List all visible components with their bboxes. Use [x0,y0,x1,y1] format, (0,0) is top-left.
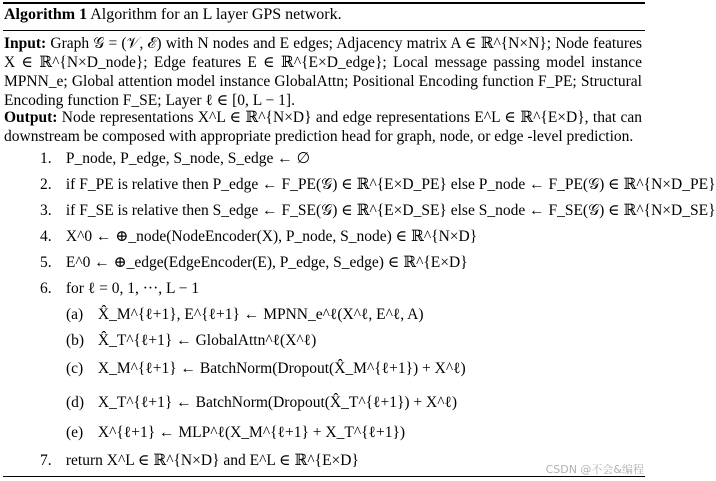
step-number: (c) [66,360,84,377]
step-text: return X^L ∈ ℝ^{N×D} and E^L ∈ ℝ^{E×D} [65,452,359,469]
step-text: if F_PE is relative then P_edge ← F_PE(𝒢) ∈ ℝ^{E×D_PE} else P_node ← F_PE(𝒢) ∈ ℝ^{N×D_PE} [65,176,716,193]
step-number: (d) [66,394,85,411]
step-number: 4. [40,228,52,245]
step-7 [40,450,359,472]
step-3 [40,200,716,222]
step-number: 6. [40,280,52,297]
algorithm-caption: Algorithm for an L layer GPS network. [90,6,342,23]
step-6c [66,358,466,380]
step-text: X_T^{ℓ+1} ← BatchNorm(Dropout(X̂_T^{ℓ+1}) + X^ℓ) [97,394,458,411]
output-label: Output: [4,109,58,126]
input-label: Input: [4,35,47,52]
input-text: Graph 𝒢 = (𝒱, ℰ) with N nodes and E edges; Adjacency matrix A ∈ ℝ^{N×N}; Node features X ∈ ℝ^{N×D_node}; Edge features E ∈ ℝ^{E×D_edge}; Local message passing model instance MPNN_e; Global attention model instance GlobalAttn; Positional Encoding function F_PE; Structural Encoding function F_SE; Layer ℓ ∈ [0, L − 1]. [4,35,642,109]
step-text: X_M^{ℓ+1} ← BatchNorm(Dropout(X̂_M^{ℓ+1}) + X^ℓ) [97,360,466,377]
step-6a [66,304,424,326]
step-2 [40,174,716,196]
step-6 [40,278,199,300]
step-number: 5. [40,254,52,271]
step-text: X^0 ← ⊕_node(NodeEncoder(X), P_node, S_node) ∈ ℝ^{N×D} [65,228,478,245]
step-text: X̂_M^{ℓ+1}, E^{ℓ+1} ← MPNN_e^ℓ(X^ℓ, E^ℓ, A) [97,306,424,323]
step-1 [40,148,310,170]
input-block [4,34,642,110]
step-text: if F_SE is relative then S_edge ← F_SE(𝒢) ∈ ℝ^{E×D_SE} else S_node ← F_SE(𝒢) ∈ ℝ^{N×D_SE} [65,202,716,219]
output-text: Node representations X^L ∈ ℝ^{N×D} and edge representations E^L ∈ ℝ^{E×D}, that can downstream be composed with appropriate prediction head for graph, node, or edge -level prediction. [4,109,643,145]
step-text: E^0 ← ⊕_edge(EdgeEncoder(E), P_edge, S_edge) ∈ ℝ^{E×D} [65,254,468,271]
step-number: (b) [66,332,85,349]
step-number: (a) [66,306,84,323]
step-text: P_node, P_edge, S_node, S_edge ← ∅ [65,150,311,167]
algorithm-label: Algorithm 1 [4,6,88,23]
step-6d [66,392,457,414]
step-text: for ℓ = 0, 1, ···, L − 1 [65,280,200,297]
step-number: (e) [66,424,84,441]
step-number: 2. [40,176,52,193]
step-number: 3. [40,202,52,219]
step-text: X^{ℓ+1} ← MLP^ℓ(X_M^{ℓ+1} + X_T^{ℓ+1}) [97,424,406,441]
watermark: CSDN @不会&编程 [545,463,644,476]
title-rule [3,30,645,31]
step-number: 1. [40,150,52,167]
step-text: X̂_T^{ℓ+1} ← GlobalAttn^ℓ(X^ℓ) [97,332,317,349]
top-rule [3,2,645,4]
step-6e [66,422,405,444]
step-4 [40,226,477,248]
algorithm-title [4,6,342,24]
output-block [4,108,642,146]
step-6b [66,330,316,352]
step-number: 7. [40,452,52,469]
step-5 [40,252,468,274]
